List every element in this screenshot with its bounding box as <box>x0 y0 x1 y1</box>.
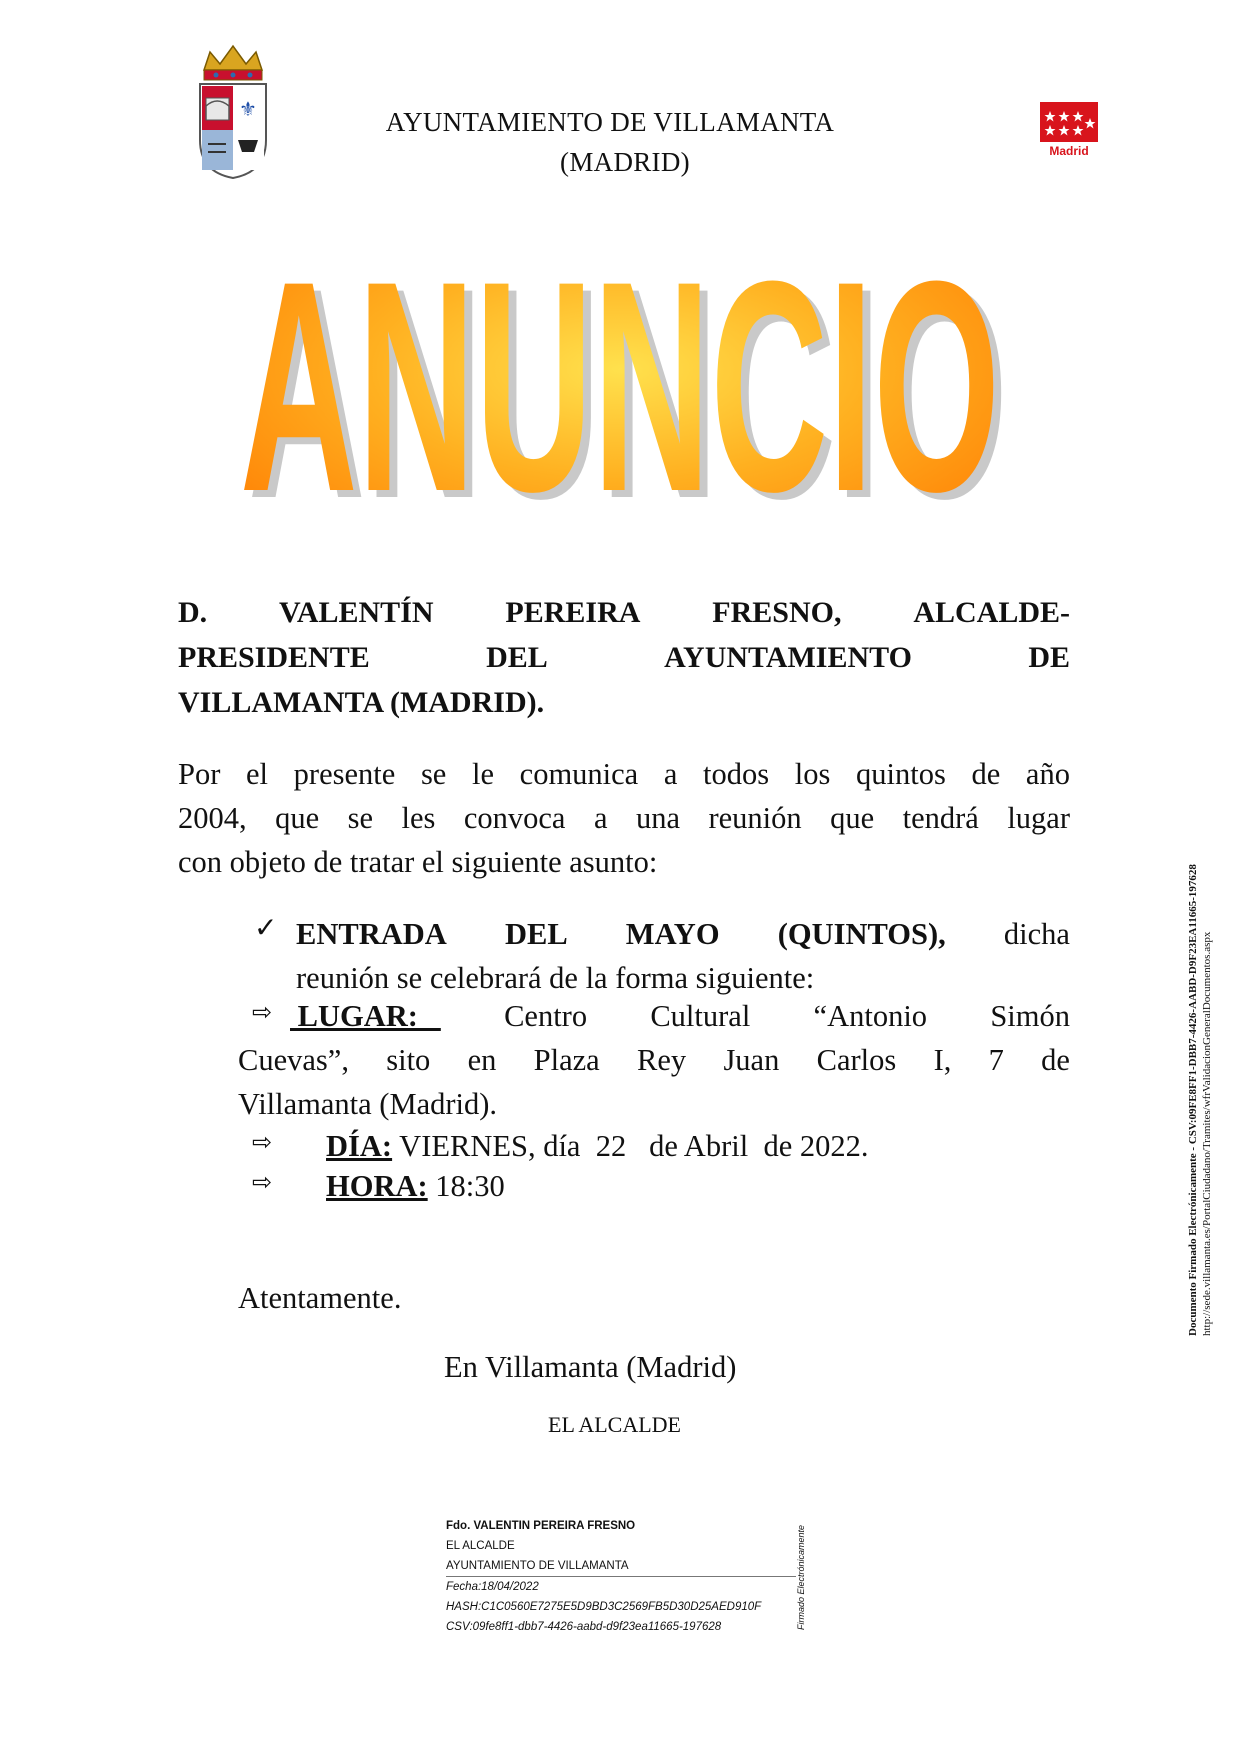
word: Carlos <box>816 1043 897 1077</box>
check-icon: ✓ <box>254 913 278 944</box>
svg-text:⚜: ⚜ <box>239 97 257 121</box>
lugar-line1 <box>238 994 1070 1038</box>
anuncio-text: ANUNCIO <box>240 250 1000 510</box>
signature-csv: CSV:09fe8ff1-dbb7-4426-aabd-d9f23ea11665-197628 <box>446 1621 722 1633</box>
word: Rey <box>637 1043 687 1077</box>
word: 2004, <box>178 801 247 835</box>
word: le <box>472 757 495 791</box>
word: Por <box>178 757 221 791</box>
word: 7 <box>988 1043 1004 1077</box>
word: FRESNO, <box>712 596 842 629</box>
intro-heading <box>178 590 1070 725</box>
lugar-line3: Villamanta (Madrid). <box>238 1087 498 1121</box>
word: quintos <box>856 757 946 791</box>
anuncio-banner <box>170 250 1070 510</box>
dia-value: VIERNES, día 22 de Abril de 2022. <box>392 1129 869 1163</box>
word: se <box>347 801 374 835</box>
svg-text:Madrid: Madrid <box>1049 144 1089 158</box>
word: Plaza <box>533 1043 600 1077</box>
word: VALENTÍN <box>279 596 434 629</box>
word: DEL <box>504 917 568 951</box>
agenda-item-line2: reunión se celebrará de la forma siguiente: <box>296 961 815 995</box>
electronic-signature-block <box>446 1516 796 1637</box>
word: dicha <box>1003 917 1070 951</box>
word: todos <box>703 757 770 791</box>
word: reunión <box>708 801 802 835</box>
word: DEL <box>486 641 548 674</box>
word: lugar <box>1007 801 1070 835</box>
word: DE <box>1028 641 1070 674</box>
word: en <box>467 1043 497 1077</box>
word: el <box>246 757 269 791</box>
validation-csv-line: Documento Firmado Electrónicamente - CSV:09FE8FF1-DBB7-4426-AABD-D9F23EA11665-197628 <box>1187 864 1199 1336</box>
validation-text[interactable] <box>1186 864 1214 1336</box>
closing-atentamente: Atentamente. <box>238 1281 402 1315</box>
signature-hash: HASH:C1C0560E7275E5D9BD3C2569FB5D30D25AED910F <box>446 1601 762 1613</box>
dia-line <box>326 1124 1070 1168</box>
anuncio-shadow: ANUNCIO <box>248 250 1008 510</box>
lugar-label: LUGAR: <box>290 999 441 1033</box>
word: comunica <box>519 757 639 791</box>
header-title <box>300 102 920 182</box>
word: convoca <box>463 801 566 835</box>
word: PEREIRA <box>505 596 641 629</box>
signature-role: EL ALCALDE <box>446 1540 515 1552</box>
signature-date: Fecha:18/04/2022 <box>446 1581 539 1593</box>
dia-label: DÍA: <box>326 1129 393 1163</box>
word: Cultural <box>650 999 751 1033</box>
signature-vertical-label: Firmado Electrónicamente <box>796 1524 806 1630</box>
closing-place: En Villamanta (Madrid) <box>444 1350 737 1384</box>
word: AYUNTAMIENTO <box>664 641 912 674</box>
validation-url-link[interactable]: http://sede.villamanta.es/PortalCiudadano/Tramites/wfrValidacionGeneralDocumentos.aspx <box>1201 931 1213 1336</box>
word: se <box>420 757 447 791</box>
hora-label: HORA: <box>326 1169 428 1203</box>
word: una <box>635 801 681 835</box>
word: Juan <box>723 1043 780 1077</box>
arrow-right-icon: ⇨ <box>252 999 273 1026</box>
header-title-line2: (MADRID) <box>560 147 690 177</box>
word: sito <box>386 1043 431 1077</box>
arrow-right-icon: ⇨ <box>252 1169 273 1196</box>
body-paragraph <box>178 752 1070 884</box>
word: Simón <box>990 999 1070 1033</box>
word: a <box>663 757 678 791</box>
paragraph-line2 <box>178 796 1070 840</box>
agenda-item <box>296 912 1070 1000</box>
signature-entity: AYUNTAMIENTO DE VILLAMANTA <box>446 1556 796 1577</box>
word: a <box>593 801 608 835</box>
word: “Antonio <box>813 999 928 1033</box>
agenda-item-line1 <box>296 912 1070 956</box>
word: PRESIDENTE <box>178 641 370 674</box>
word: Centro <box>504 999 588 1033</box>
word: que <box>275 801 320 835</box>
word: que <box>830 801 875 835</box>
word: les <box>401 801 436 835</box>
word: año <box>1025 757 1070 791</box>
word: MAYO <box>625 917 720 951</box>
word: ENTRADA <box>296 917 447 951</box>
paragraph-line3: con objeto de tratar el siguiente asunto: <box>178 845 658 879</box>
arrow-right-icon: ⇨ <box>252 1129 273 1156</box>
intro-line3: VILLAMANTA (MADRID). <box>178 686 545 719</box>
word: tendrá <box>902 801 979 835</box>
word: de <box>1041 1043 1070 1077</box>
paragraph-line1 <box>178 752 1070 796</box>
lugar-block <box>238 994 1070 1126</box>
hora-line <box>326 1164 1070 1208</box>
word: presente <box>293 757 396 791</box>
intro-line1 <box>178 590 1070 635</box>
word: Cuevas”, <box>238 1043 349 1077</box>
intro-line2 <box>178 635 1070 680</box>
word: de <box>971 757 1001 791</box>
word: D. <box>178 596 208 629</box>
signature-signer: Fdo. VALENTIN PEREIRA FRESNO <box>446 1520 636 1532</box>
comunidad-madrid-logo <box>1040 102 1098 158</box>
lugar-line2 <box>238 1038 1070 1082</box>
header-title-line1: AYUNTAMIENTO DE VILLAMANTA <box>385 107 835 137</box>
word: I, <box>933 1043 952 1077</box>
hora-value: 18:30 <box>427 1169 505 1203</box>
closing-role: EL ALCALDE <box>548 1412 681 1437</box>
word: los <box>794 757 831 791</box>
word: (QUINTOS), <box>777 917 946 951</box>
word: ALCALDE- <box>913 596 1070 629</box>
coat-of-arms-icon <box>196 44 270 182</box>
